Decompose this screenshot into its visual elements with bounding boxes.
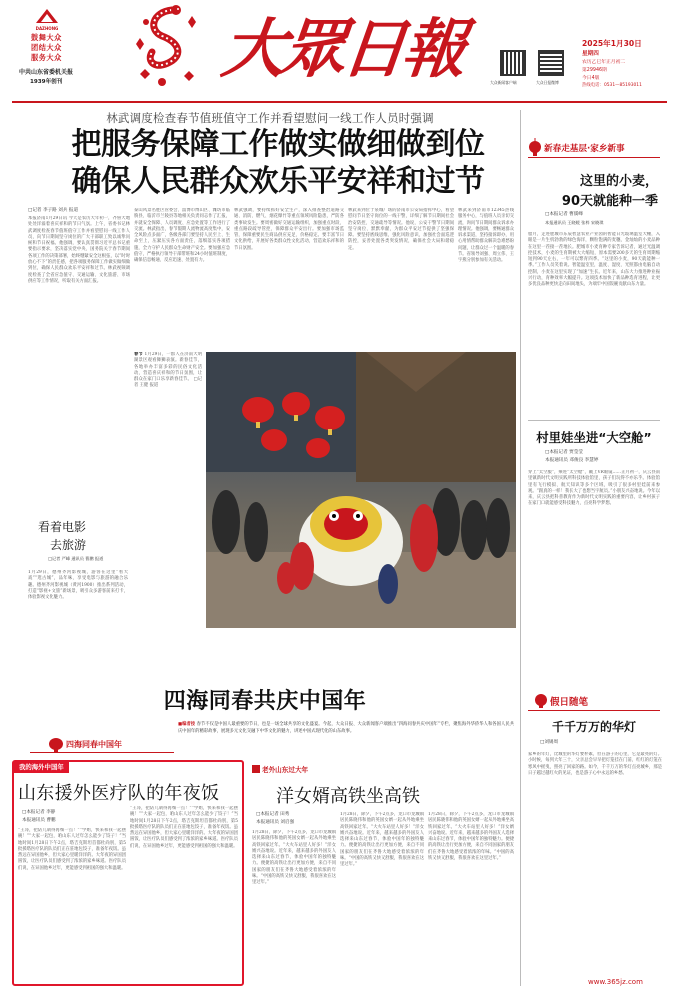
gaotie-body-col-1: 1月28日，除夕，下午2点多，龙口市龙城镇居民陈晓伟和他的英国女婿一起从外地乘坐高铁回家过年。“大火车站里人好多！”洋女婿兴奋地说。近年来，越来越多的外国友人选择来山东过春节，体验中国年的独特魅力。便捷的高铁让出行更加方便，来自不同国家的朋友们在齐鲁大地感受着浓浓的年味。“中国的高铁又快又舒服，我很喜欢在这里过年。” <box>252 830 336 886</box>
editor-note <box>178 722 514 735</box>
lunar-date: 农历乙巳年正月初二 <box>582 60 626 65</box>
snake-papercut-icon <box>132 4 202 90</box>
hotline: 热线电话：0531—85193011 <box>582 83 642 88</box>
movie-byline: □记者 严峰 通讯员 曹鹏 报道 <box>48 556 104 561</box>
dazhong-logo <box>34 8 60 26</box>
boxed-tag-label: 我的海外中国年 <box>19 763 64 771</box>
section-left-rule <box>30 752 174 753</box>
qr-code-icon <box>500 50 526 76</box>
slogan-2: 团结大众 <box>31 43 62 52</box>
lead-column-1: 本报济南1月29日讯 今天是农历大年初一，齐鲁大地处处洋溢着喜庆祥和的节日气氛。上午，省委书记林武调度检查春节值班值守工作并看望慰问一线工作人员，向节日期间坚守岗位的广大干部职工致以诚挚问候和节日祝福。他强调，要认真贯彻习近平总书记重要指示要求，坚决落实党中央、国务院关于春节期间各项工作的决策部署，始终绷紧安全这根弦，以“时时放心不下”的责任感，把各项服务保障工作做实做细做到位，确保人民群众欢乐平安祥和过节。林武视频调度检查了全省应急值守、交通运输、文化旅游、市场供应等工作情况，听取有关方面汇报。 <box>28 216 130 284</box>
lead-headline-2: 确保人民群众欢乐平安祥和过节 <box>71 164 485 199</box>
gaotie-headline: 洋女婿高铁坐高铁 <box>276 786 420 807</box>
lead-byline: □记者 李子路 刘兵 报道 <box>28 208 79 213</box>
boxed-body-col-2: “王哥，把防儿剁得再细一点！”“学姐，快来和我一起摆碗！”“大家一起包，咱山东人过年怎么能少了饺子！”当地时间1月28日下午2点，塔吉克斯坦首都杜尚别，第5批援塔医疗队的队员们正在驻地包饺子，准备年夜饭。虽然远在异国他乡，但大家心里暖洋洋的。大年夜的异国团圆饭，让医疗队员们感受到了浓浓的家乡味道。医疗队员们说，在异国他乡过年，更能感受到祖国的强大和温暖。 <box>130 806 238 849</box>
big-banner: 四海同春共庆中国年 <box>163 689 367 714</box>
photo-credit: □记者 王健 报道 <box>134 377 202 389</box>
gaotie-body-col-3: 1月28日，除夕，下午2点多，龙口市龙城镇居民陈晓伟和他的英国女婿一起从外地乘坐高铁回家过年。“大火车站里人好多！”洋女婿兴奋地说。近年来，越来越多的外国友人选择来山东过春节，体验中国年的独特魅力。便捷的高铁让出行更加方便，来自不同国家的朋友们在齐鲁大地感受着浓浓的年味。“中国的高铁又快又舒服，我很喜欢在这里过年。” <box>428 812 514 862</box>
watermark: www.365jz.com <box>588 978 643 986</box>
logo-text: DAZHONG <box>35 26 59 31</box>
jiari-lantern-icon <box>534 692 548 708</box>
section-lantern-icon <box>48 736 64 752</box>
editor-note-text: 春节不仅是中国人最重要的节日，也是一场全球共享的文化盛宴。今起，大众日报、大众新闻客户端推出“四海同春共庆中国年”专栏，聚焦海外华侨华人和各国人民共庆中国年的精彩故事，展现多元文化交融下中华文化的魅力，讲述中国式现代化的山东故事。 <box>178 722 514 734</box>
movie-headline-1: 看着电影 <box>38 520 87 534</box>
boxed-tag <box>14 762 69 773</box>
gaotie-body-col-2: 1月28日，除夕，下午2点多，龙口市龙城镇居民陈晓伟和他的英国女婿一起从外地乘坐高铁回家过年。“大火车站里人好多！”洋女婿兴奋地说。近年来，越来越多的外国友人选择来山东过春节，体验中国年的独特魅力。便捷的高铁让出行更加方便，来自不同国家的朋友们在齐鲁大地感受着浓浓的年味。“中国的高铁又快又舒服，我很喜欢在这里过年。” <box>340 812 424 868</box>
gaotie-tag <box>252 764 308 774</box>
gaotie-byline-1: □本报记者 田秀 <box>256 812 290 817</box>
right-column-divider <box>520 110 521 690</box>
qr-code-icon <box>538 50 564 76</box>
date: 2025年1月30日 <box>582 39 642 48</box>
banner-lantern-icon <box>528 138 542 156</box>
issue-number: 第29946期 <box>582 68 607 73</box>
boxed-headline: 山东援外医疗队的年夜饭 <box>18 783 220 804</box>
boxed-byline-1: □本报记者 李静 <box>22 810 56 815</box>
founded: 1939年创刊 <box>30 79 63 85</box>
lead-headline-1: 把服务保障工作做实做细做到位 <box>71 127 485 162</box>
weekday: 星期四 <box>582 51 599 57</box>
movie-headline-2: 去旅游 <box>50 538 87 552</box>
side-banner: 新春走基层·家乡新事 <box>544 144 625 154</box>
side-headline-1: 这里的小麦， <box>579 174 658 189</box>
jiari-headline: 千千万万的华灯 <box>551 720 636 734</box>
masthead <box>0 0 679 100</box>
side-banner-rule <box>528 157 660 158</box>
village-headline: 村里娃坐进“大空舱” <box>536 430 652 445</box>
editor-note-label: ■编者按 <box>178 722 196 727</box>
slogan-3: 服务大众 <box>31 53 62 62</box>
gaotie-byline-2: 本报通讯员 刘启强 <box>256 820 295 825</box>
app-label: 大众新闻客户端 <box>490 80 517 85</box>
slogan-1: 鼓舞大众 <box>31 33 62 42</box>
lead-column-2: 泰山风景名胜区管委会、淄博市博山区、潍坊市临朐县、临沂市兰陵县等地相关负责同志作了汇报，并就安全保障、人员调度、应急处置等工作进行了交流。林武指出，春节假期人流物流高度集中，安全风险点多面广，各级各部门要坚持人民至上、生命至上，压紧压实各方面责任，落细落实各项措施，全力守护人民群众生命财产安全。要加强应急值守，严格执行领导干部带班和24小时值班制度，确保信息畅通、反应迅速、处置有力。 <box>134 208 230 264</box>
village-divider <box>528 420 660 421</box>
lead-kicker: 林武调度检查春节值班值守工作并看望慰问一线工作人员时强调 <box>106 111 434 125</box>
section-left-banner: 四海同春中国年 <box>66 740 122 749</box>
village-body: 穿上“太空服”，乘进“太空舱”，戴上VR眼镜……正月初一，庆云县南里镇新时代文明实践所科技体验馆里，孩子们玩得不亦乐乎。体验馆里有飞行模拟、航天知识等多个区域，吸引了很多村里娃前来参观。“跟真的一样！我长大了也想当宇航员。”小朋友兴奋地说。今年以来，庆云县把科普教育作为新时代文明实践的重要内容，让乡村孩子在家门口就能感受科技魅力，点亮科学梦想。 <box>528 470 660 507</box>
side-headline-2: 90天就能种一季 <box>561 194 658 209</box>
newspaper-title: 大眾日報 <box>218 12 467 87</box>
caption-text: 1月29日，一群人在济南大明湖景区观看舞狮表演。新春佳节，各地举办丰富多彩的民俗文化活动，营造喜庆祥和的节日氛围，让群众在家门口乐享新春佳节。 <box>134 352 202 383</box>
photo-caption <box>134 352 202 512</box>
movie-body: 1月29日，德州齐河影视城，游客在这里“看大戏”“逛古城”，品年味，享受电影与旅游的融合乐趣。德州齐河影视城（黄河1900）推出系列活动，打造“影视+文旅”新场景，吸引众多游客前来打卡，体验影视文化魅力。 <box>28 570 128 601</box>
jiari-divider <box>520 690 521 986</box>
gaotie-tag-label: 老外山东过大年 <box>262 766 309 774</box>
masthead-rule <box>12 101 667 103</box>
boxed-body-col-1: “王哥，把防儿剁得再细一点！”“学姐，快来和我一起摆碗！”“大家一起包，咱山东人过年怎么能少了饺子！”当地时间1月28日下午2点，塔吉克斯坦首都杜尚别，第5批援塔医疗队的队员们正在驻地包饺子，准备年夜饭。虽然远在异国他乡，但大家心里暖洋洋的。大年夜的异国团圆饭，让医疗队员们感受到了浓浓的家乡味道。医疗队员们说，在异国他乡过年，更能感受到祖国的强大和温暖。 <box>18 828 126 871</box>
jiari-rule <box>528 710 660 711</box>
village-byline-1: □本报记者 贾莹莹 <box>545 450 583 455</box>
boxed-byline-2: 本报通讯员 曹鹏 <box>22 818 56 823</box>
lead-column-3: 林武强调，要持续抓好安全生产，深入排查整治道路交通、消防、燃气、烟花爆竹等重点领域风险隐患，严防各类事故发生。要周密做好交通运输组织，加强重点时段、重点路段疏导管控，保障群众平安出行。要加强市场监管，保障重要民生商品供应充足、价格稳定。要丰富节日文化供给，开展好各类群众性文化活动，营造欢乐祥和的节日氛围。 <box>234 208 344 251</box>
lead-column-5: 林武来到济南市12345热线服务中心，与值班人员亲切交流，询问节日期间群众诉求办理情况。他强调，要畅通群众诉求渠道，坚持接诉即办，用心用情帮助群众解决急难愁盼问题，让群众过一个温暖的春节。省领导刘强、周立伟、王宇燕分别参加有关活动。 <box>458 208 514 264</box>
caption-label: 春节 <box>134 352 143 357</box>
lead-column-4: 林武来到位于泉城广场的济南市公安局指挥中心，看望慰问节日坚守岗位的一线干警，详细了解节日期间社会治安防控、交通疏导等情况。他说，公安干警节日期间坚守岗位、默默奉献，为群众平安过节提供了坚强保障。要坚持底线思维，强化风险意识，加强社会面巡逻防控，妥善处置各类突发情况，确保社会大局和谐稳定。 <box>348 208 454 251</box>
side-byline-2: 本报通讯员 王晓媛 张梓 宋晓琪 <box>545 220 604 225</box>
jiari-byline: □刘锡周 <box>540 740 559 745</box>
publisher: 中共山东省委机关报 <box>19 69 74 76</box>
gaotie-tag-icon <box>252 765 260 773</box>
jiari-body: 家乡的年灯，比城里的华灯要朴素，但在游子的心里，它是最亮的灯。小时候，每到大年三十，父亲总会早早把灯笼挂在门前，红红的灯笼在寒风中摇曳，照亮了回家的路。如今，千千万万的华灯点亮城乡，那是日子越过越红火的见证，也是游子心中永远的乡愁。 <box>528 752 662 776</box>
side-byline-1: □本报记者 曹儒峰 <box>545 212 583 217</box>
page-count: 今日4版 <box>582 76 600 81</box>
jiari-tag: 假日随笔 <box>550 697 589 708</box>
weibo-label: 大众日报微博 <box>536 80 559 85</box>
lion-dance-photo <box>206 352 516 628</box>
side-body: 腊月，走进肥城市东辰智慧农业产业园的智能日光玻璃温室大棚，入眼是一片生机勃勃的绿色海洋，颗粒饱满的麦穗，金灿灿的小麦品种在这里一茬接一茬地长。肥城市小麦育种专家告诉记者，通过光温调控技术，小麦的生育期被大大缩短，原本需要200多天的生育周期缩短到90天左右，一年可以繁育四季。“这里的小麦，90天就能种一季。”工作人员笑着说。智能温室里，温度、湿度、光照都由电脑自动控制，小麦在这里实现了“加速”生长。近年来，山东大力推进种业振兴行动，育种效率大幅提升。这项技术加快了新品种选育进程，让更多优良品种更快走向田间地头，为端牢中国饭碗贡献山东力量。 <box>528 232 660 288</box>
village-byline-2: 本报通讯员 邓俊良 李慧婷 <box>545 458 599 463</box>
